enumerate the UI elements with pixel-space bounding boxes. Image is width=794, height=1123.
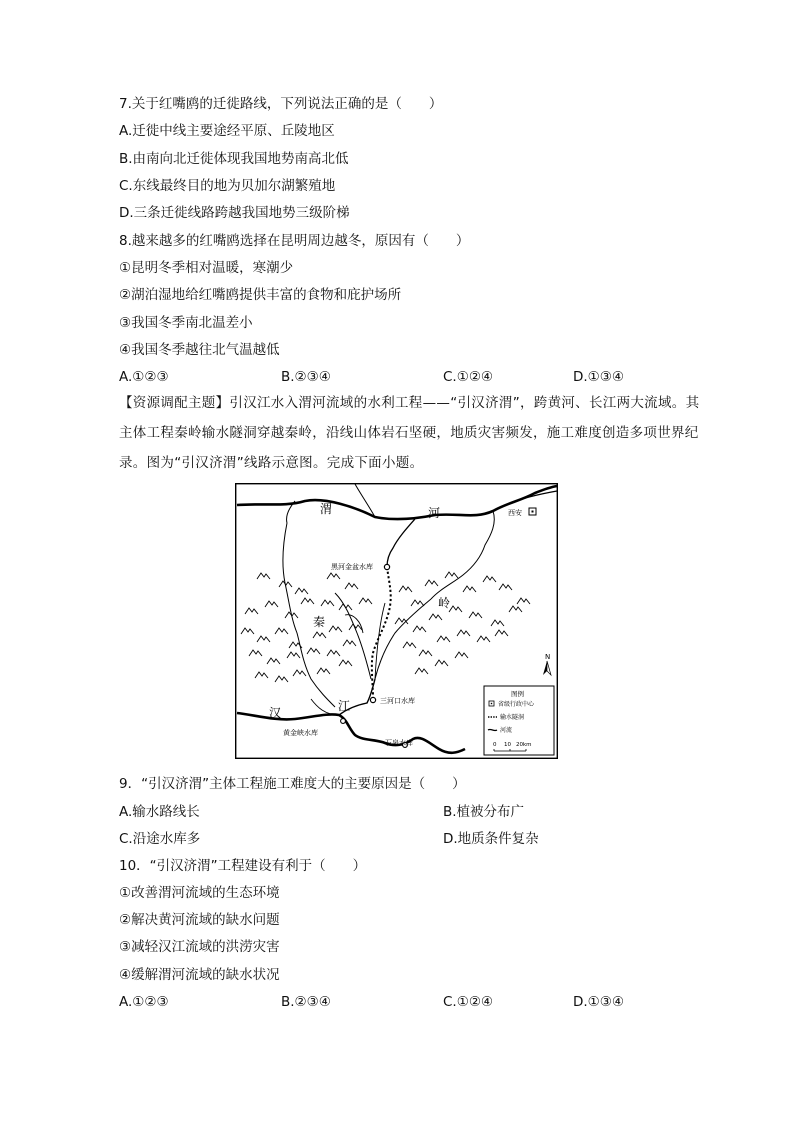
map-legend [484,686,554,755]
he-label: 河 [428,506,441,520]
svg-text:0: 0 [493,742,497,748]
qin-label: 秦 [313,615,326,629]
heihe-reservoir-marker [384,564,389,569]
huangjinxia-reservoir-marker [341,719,346,724]
legend-capital: 省级行政中心 [498,701,535,708]
shiquan-reservoir-label: 石泉水库 [385,739,413,747]
jiang-label: 江 [338,699,351,713]
svg-text:10: 10 [504,742,511,748]
ling-label: 岭 [438,596,451,610]
q8-option-c: C.①②④ [443,369,494,385]
svg-text:20km: 20km [516,742,532,748]
q8-statement-2: ②湖泊湿地给红嘴鸥提供丰富的食物和庇护场所 [119,287,402,303]
q10-option-d: D.①③④ [573,994,624,1010]
q10-statement-2: ②解决黄河流域的缺水问题 [119,912,280,928]
q9-option-a: A.输水路线长 [119,804,200,820]
q9-option-c: C.沿途水库多 [119,831,201,847]
q8-option-d: D.①③④ [573,369,624,385]
q8-statement-3: ③我国冬季南北温差小 [119,315,253,331]
q9-option-d: D.地质条件复杂 [443,831,539,847]
q8-stem: 8.越来越多的红嘴鸥选择在昆明周边越冬，原因有（ ） [119,233,470,249]
legend-river: 河流 [500,727,513,734]
q8-option-a: A.①②③ [119,369,169,385]
q10-option-a: A.①②③ [119,994,169,1010]
q8-option-b: B.②③④ [281,369,331,385]
sanhekou-reservoir-label: 三河口水库 [380,697,415,705]
q9-stem: 9．“引汉济渭”主体工程施工难度大的主要原因是（ ） [119,776,466,792]
q7-option-c: C.东线最终目的地为贝加尔湖繁殖地 [119,178,336,194]
q7-option-b: B.由南向北迁徙体现我国地势南高北低 [119,151,349,167]
q10-statement-4: ④缓解渭河流域的缺水状况 [119,967,280,983]
q7-option-d: D.三条迁徙线路跨越我国地势三级阶梯 [119,205,350,221]
legend-tunnel: 输水隧洞 [500,714,525,721]
xian-label: 西安 [508,509,522,517]
q8-statement-4: ④我国冬季越往北气温越低 [119,342,280,358]
q10-option-c: C.①②④ [443,994,494,1010]
heihe-reservoir-label: 黑河金盆水库 [331,563,373,571]
yinhan-jiwei-route-map [235,483,558,759]
svg-text:N: N [545,653,551,661]
q9-option-b: B.植被分布广 [443,804,525,820]
legend-title: 图例 [511,690,524,698]
q10-option-b: B.②③④ [281,994,331,1010]
huangjinxia-reservoir-label: 黄金峡水库 [283,729,318,737]
q8-statement-1: ①昆明冬季相对温暖，寒潮少 [119,260,294,276]
q10-stem: 10．“引汉济渭”工程建设有利于（ ） [119,858,367,874]
resource-passage: 【资源调配主题】引汉江水入渭河流域的水利工程——“引汉济渭”，跨黄河、长江两大流域。其主体工程秦岭输水隧洞穿越秦岭，沿线山体岩石坚硬，地质灾害频发，施工难度创造多项世界纪录。图为“引汉济渭”线路示意图。完成下面小题。 [119,395,700,471]
q7-stem: 7.关于红嘴鸥的迁徙路线，下列说法正确的是（ ） [119,96,443,112]
q10-statement-1: ①改善渭河流域的生态环境 [119,885,280,901]
sanhekou-reservoir-marker [370,697,375,702]
wei-label: 渭 [320,502,333,516]
q7-option-a: A.迁徙中线主要途经平原、丘陵地区 [119,123,335,139]
q10-statement-3: ③减轻汉江流域的洪涝灾害 [119,939,280,955]
han-label: 汉 [269,706,282,720]
